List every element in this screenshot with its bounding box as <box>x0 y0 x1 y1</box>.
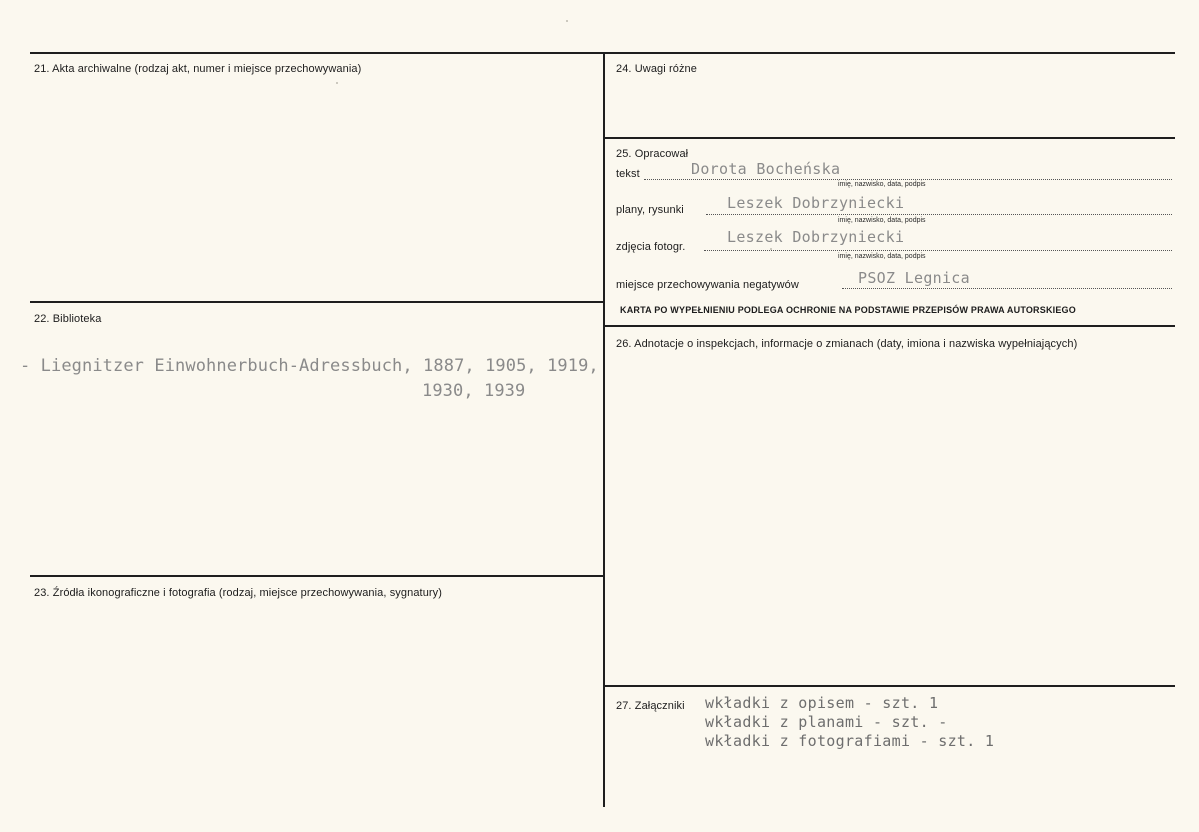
library-entry-line-2: 1930, 1939 <box>422 381 526 401</box>
plany-value: Leszek Dobrzyniecki <box>727 194 905 212</box>
rule-21-22 <box>30 301 605 303</box>
negatywy-value: PSOZ Legnica <box>858 269 970 287</box>
paper-speck <box>336 82 338 84</box>
tekst-dotted-line <box>644 179 1172 180</box>
zdjecia-label: zdjęcia fotogr. <box>616 241 686 253</box>
section-25-label: 25. Opracował <box>616 148 689 160</box>
rule-24-25 <box>603 137 1175 139</box>
rule-22-23 <box>30 575 605 577</box>
section-26-label: 26. Adnotacje o inspekcjach, informacje o zmianach (daty, imiona i nazwiska wypełniających) <box>616 338 1078 350</box>
negatywy-dotted-line <box>842 288 1172 289</box>
negatywy-label: miejsce przechowywania negatywów <box>616 279 799 291</box>
plany-dotted-line <box>706 214 1172 215</box>
zdjecia-dotted-line <box>704 250 1172 251</box>
library-entry-line-1: - Liegnitzer Einwohnerbuch-Adressbuch, 1887, 1905, 1919, <box>20 356 599 376</box>
paper-speck <box>566 20 568 22</box>
zdjecia-value: Leszek Dobrzyniecki <box>727 228 905 246</box>
plany-label: plany, rysunki <box>616 204 684 216</box>
rule-25-26 <box>603 325 1175 327</box>
tekst-hint: imię, nazwisko, data, podpis <box>838 181 926 188</box>
section-24-label: 24. Uwagi różne <box>616 63 697 75</box>
section-21-label: 21. Akta archiwalne (rodzaj akt, numer i miejsce przechowywania) <box>34 63 362 75</box>
tekst-label: tekst <box>616 168 640 180</box>
copyright-notice: KARTA PO WYPEŁNIENIU PODLEGA OCHRONIE NA PODSTAWIE PRZEPISÓW PRAWA AUTORSKIEGO <box>620 305 1076 315</box>
tekst-value: Dorota Bocheńska <box>691 160 841 178</box>
plany-hint: imię, nazwisko, data, podpis <box>838 217 926 224</box>
section-23-label: 23. Źródła ikonograficzne i fotografia (rodzaj, miejsce przechowywania, sygnatury) <box>34 587 443 599</box>
zdjecia-hint: imię, nazwisko, data, podpis <box>838 253 926 260</box>
attachment-line-3: wkładki z fotografiami - szt. 1 <box>705 732 995 750</box>
section-22-label: 22. Biblioteka <box>34 313 102 325</box>
section-27-label: 27. Załączniki <box>616 700 685 712</box>
attachment-line-2: wkładki z planami - szt. - <box>705 713 948 731</box>
attachment-line-1: wkładki z opisem - szt. 1 <box>705 694 939 712</box>
rule-26-27 <box>603 685 1175 687</box>
center-divider <box>603 52 605 807</box>
